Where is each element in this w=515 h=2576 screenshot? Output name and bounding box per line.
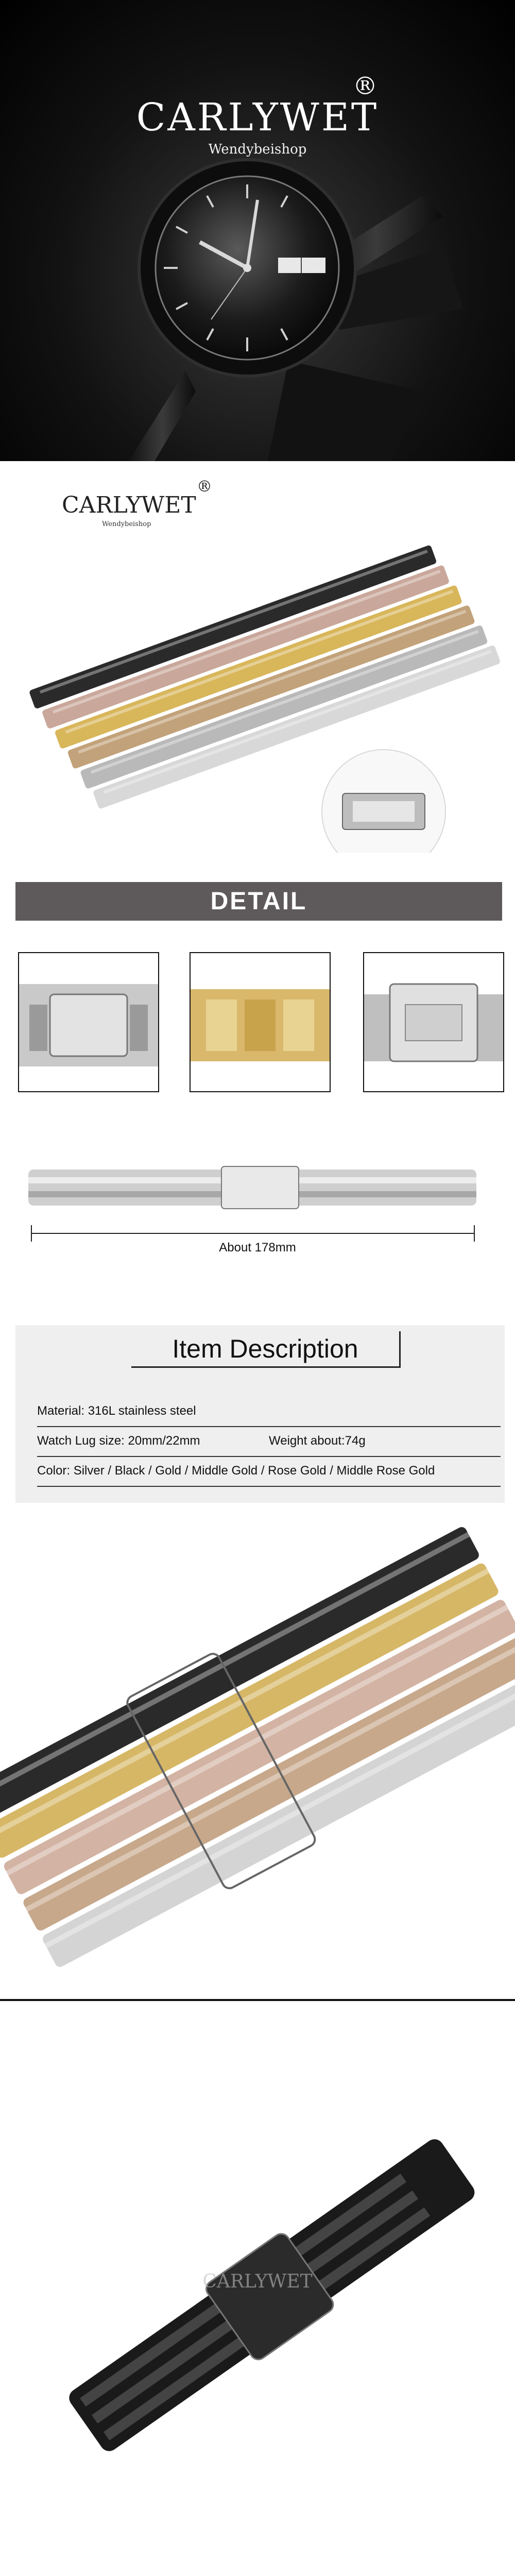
section-divider — [0, 1999, 515, 2001]
item-description-panel — [15, 1325, 505, 1503]
section-shop-name: Wendybeishop — [102, 520, 151, 528]
black-bracelet-image — [0, 2009, 515, 2576]
black-bracelet-brand-text: CARLYWET — [202, 2271, 313, 2292]
lug-weight-row — [37, 1426, 501, 1457]
hero-watch-image — [0, 0, 515, 461]
hero-shop-name: Wendybeishop — [208, 142, 307, 157]
black-bracelet-section — [0, 2009, 515, 2576]
material-row — [37, 1396, 501, 1427]
strap-length-label: About 178mm — [219, 1241, 296, 1255]
material-text: Material: 316L stainless steel — [37, 1404, 196, 1418]
hero-banner — [0, 0, 515, 461]
bracelets-stack-image — [0, 461, 515, 853]
detail-thumb-silver-buckle — [18, 952, 159, 1092]
item-description-title: Item Description — [131, 1331, 401, 1368]
measure-line — [31, 1233, 475, 1234]
color-row — [37, 1456, 501, 1487]
detail-thumb-gold-links — [190, 952, 331, 1092]
color-variants-section — [0, 461, 515, 853]
measure-tick-right — [474, 1225, 475, 1242]
registered-mark: ® — [353, 72, 380, 100]
hero-brand-logo — [0, 72, 515, 140]
section-brand-text: CARLYWET — [62, 492, 196, 518]
detail-banner — [15, 882, 502, 921]
hero-brand-text: CARLYWET — [136, 95, 379, 140]
registered-mark: ® — [197, 478, 212, 496]
strap-image — [0, 1149, 515, 1226]
weight-text: Weight about:74g — [269, 1434, 366, 1448]
detail-thumb-clasp — [363, 952, 504, 1092]
section-brand-logo — [62, 478, 212, 518]
detail-banner-text: DETAIL — [210, 888, 307, 915]
color-text: Color: Silver / Black / Gold / Middle Gold / Rose Gold / Middle Rose Gold — [37, 1464, 435, 1478]
lug-size-text: Watch Lug size: 20mm/22mm — [37, 1434, 200, 1448]
measure-tick-left — [31, 1225, 32, 1242]
bracelets-closeup-section — [0, 1520, 515, 1984]
bracelets-closeup-image — [0, 1520, 515, 1984]
strap-length-section — [0, 1149, 515, 1262]
